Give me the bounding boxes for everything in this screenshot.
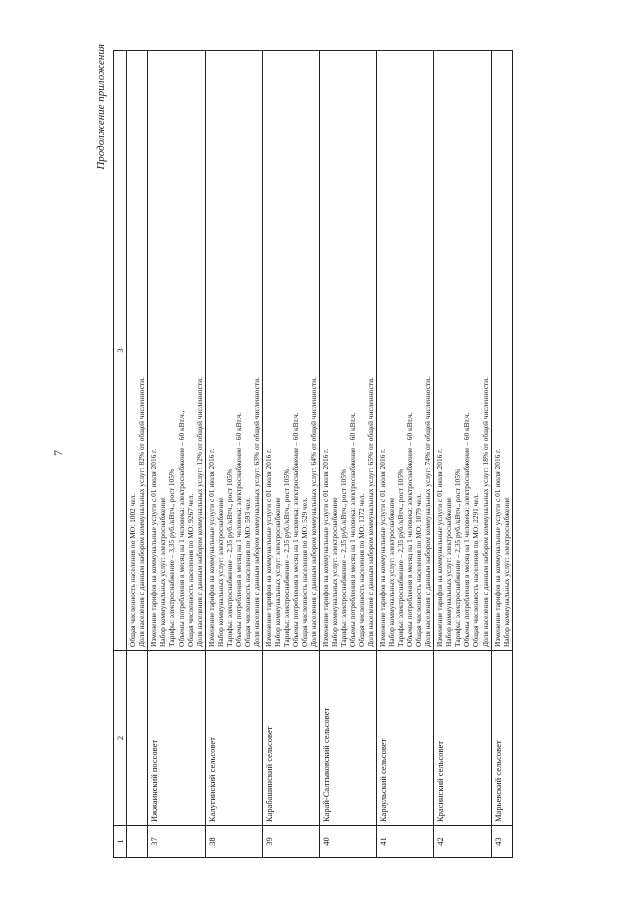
row-number: 38 [205, 825, 262, 857]
description-line: Общая численность населения по МО: 1079 чел. [414, 493, 424, 647]
table-row [319, 50, 376, 857]
description-line: Изменение тарифов на коммунальные услуги с 01 июля 2016 г. [206, 448, 216, 647]
municipality-name: Марьевский сельсовет [491, 650, 512, 825]
tariff-description [205, 50, 262, 650]
description-line: Набор коммунальных услуг: электроснабжение [215, 496, 225, 647]
description-line: Изменение тарифов на коммунальные услуги с 01 июля 2016 г. [435, 448, 445, 647]
description-line: Изменение тарифов на коммунальные услуги с 01 июля 2016 г. [149, 448, 159, 647]
description-line: Доля населения с данным набором коммунальных услуг: 74% от общей численности. [423, 376, 433, 647]
description-line: Общая численность населения по МО: 2291 чел. [471, 493, 481, 647]
table-row [377, 50, 434, 857]
column-header: 2 [114, 650, 127, 825]
description-line: Тарифы: электроснабжение – 2,35 руб./кВтч., рост 105% [453, 468, 463, 647]
tariff-description [127, 50, 148, 650]
municipality-name: Караульский сельсовет [377, 650, 434, 825]
table-row [434, 50, 491, 857]
tariff-description [491, 50, 512, 650]
municipality-name: Калугинский сельсовет [205, 650, 262, 825]
description-line: Изменение тарифов на коммунальные услуги с 01 июля 2016 г. [320, 448, 330, 647]
description-line: Набор коммунальных услуг: электроснабжение [272, 496, 282, 647]
row-number [127, 825, 148, 857]
description-line: Общая численность населения по МО: 593 чел. [242, 496, 252, 647]
tariff-table [113, 50, 513, 858]
municipality-name: Карай-Салтыковский сельсовет [319, 650, 376, 825]
description-line: Набор коммунальных услуг: электроснабжение [387, 496, 397, 647]
row-number: 43 [491, 825, 512, 857]
description-line: Объемы потребления в месяц на 1 человека: электроснабжение – 60 кВт.ч. [405, 411, 415, 647]
municipality-name: Карабашинский сельсовет [262, 650, 319, 825]
row-number: 42 [434, 825, 491, 857]
description-line: Тарифы: электроснабжение – 3,35 руб./кВтч., рост 105% [167, 468, 177, 647]
row-number: 41 [377, 825, 434, 857]
description-line: Тарифы: электроснабжение – 2,35 руб./кВтч., рост 105% [396, 468, 406, 647]
description-line: Общая численность населения по МО: 9267 чел. [185, 493, 195, 647]
description-line: Доля населения с данным набором коммунальных услуг: 12% от общей численности. [194, 376, 204, 647]
description-line: Набор коммунальных услуг: электроснабжение [158, 496, 168, 647]
description-line: Тарифы: электроснабжение – 2,35 руб./кВтч., рост 105% [281, 468, 291, 647]
description-line: Набор коммунальных услуг: электроснабжение [330, 496, 340, 647]
description-line: Тарифы: электроснабжение – 2,35 руб./кВтч., рост 105% [224, 468, 234, 647]
row-number: 40 [319, 825, 376, 857]
description-line: Объемы потребления в месяц на 1 человека: электроснабжение – 60 кВт.ч., [176, 410, 186, 647]
description-line: Доля населения с данным набором коммунальных услуг: 65% от общей численности. [366, 376, 376, 647]
appendix-continuation-label: Продолжение приложения [95, 43, 107, 170]
description-line: Доля населения с данным набором коммунальных услуг: 18% от общей численности. [480, 376, 490, 647]
column-header: 1 [114, 825, 127, 857]
table-header-row [114, 50, 127, 857]
row-number: 37 [148, 825, 205, 857]
description-line: Изменение тарифов на коммунальные услуги с 01 июля 2016 г. [492, 448, 502, 647]
description-line: Объемы потребления в месяц на 1 человека: электроснабжение – 60 кВт.ч. [462, 411, 472, 647]
tariff-description [319, 50, 376, 650]
description-line: Набор коммунальных услуг: электроснабжение [444, 496, 454, 647]
description-line: Общая численность населения по МО: 1372 чел. [357, 493, 367, 647]
description-line: Тарифы: электроснабжение – 2,35 руб./кВтч., рост 105% [339, 468, 349, 647]
tariff-description [377, 50, 434, 650]
description-line: Доля населения с данным набором коммунальных услуг: 82% от общей численности. [137, 376, 147, 647]
description-line: Объемы потребления в месяц на 1 человека: электроснабжение – 60 кВт.ч. [233, 411, 243, 647]
column-header: 3 [114, 50, 127, 650]
rotated-sheet [45, 38, 595, 868]
description-line: Доля населения с данным набором коммунальных услуг: 64% от общей численности. [308, 376, 318, 647]
page-number: 7 [51, 449, 65, 456]
municipality-name: Ижжаинский поссовет [148, 650, 205, 825]
table-row [262, 50, 319, 857]
description-line: Общая численность населения по МО: 1002 чел. [128, 493, 138, 647]
description-line: Объемы потребления в месяц на 1 человека: электроснабжение – 60 кВт.ч. [348, 411, 358, 647]
description-line: Общая численность населения по МО: 529 чел. [299, 496, 309, 647]
table-row [491, 50, 512, 857]
description-line: Набор коммунальных услуг: электроснабжение [501, 496, 511, 647]
description-line: Доля населения с данным набором коммунальных услуг: 63% от общей численности. [251, 376, 261, 647]
row-number: 39 [262, 825, 319, 857]
description-line: Изменение тарифов на коммунальные услуги с 01 июля 2016 г. [263, 448, 273, 647]
municipality-name: Красинский сельсовет [434, 650, 491, 825]
tariff-description [262, 50, 319, 650]
table-row [127, 50, 148, 857]
municipality-name [127, 650, 148, 825]
description-line: Изменение тарифов на коммунальные услуги с 01 июля 2016 г. [378, 448, 388, 647]
table-row [148, 50, 205, 857]
tariff-description [148, 50, 205, 650]
tariff-description [434, 50, 491, 650]
description-line: Объемы потребления в месяц на 1 человека: электроснабжение – 60 кВт.ч. [290, 411, 300, 647]
table-row [205, 50, 262, 857]
